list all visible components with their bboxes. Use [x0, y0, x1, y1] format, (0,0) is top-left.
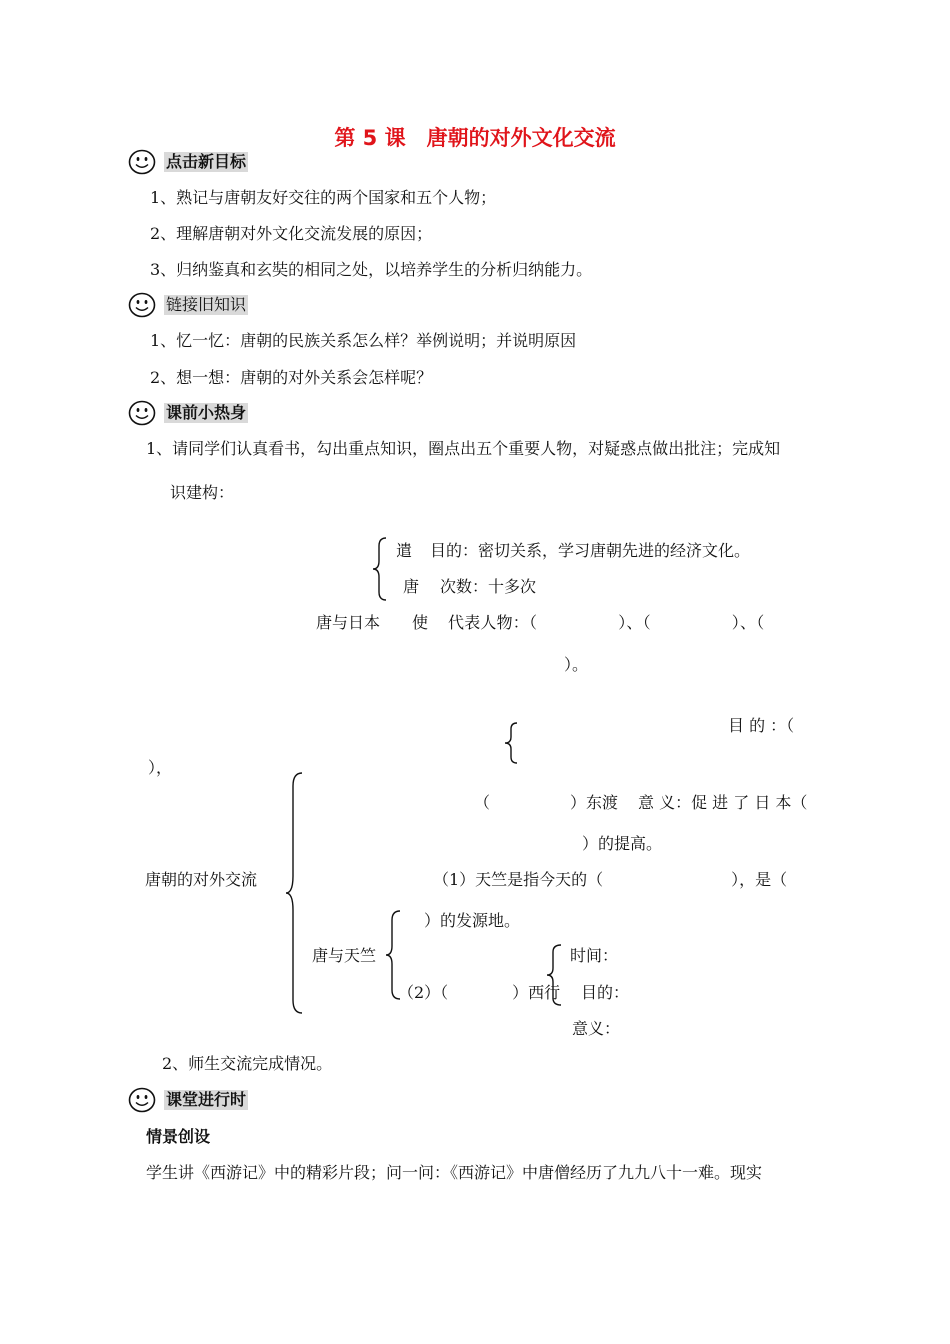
warmup-item-2: 2、师生交流完成情况。: [162, 1054, 333, 1073]
diagram-goal-label: 目的：: [581, 983, 630, 1002]
inclass-subheading: 情景创设: [146, 1127, 211, 1146]
smiley-icon: [128, 292, 156, 318]
goal-item-1: 1、熟记与唐朝友好交往的两个国家和五个人物；: [150, 188, 497, 207]
diagram-xixing-line: （2）（ ）西行: [398, 983, 561, 1002]
inclass-text: 学生讲《西游记》中的精彩片段；问一问：《西游记》中唐僧经历了九九八十一难。现实: [146, 1163, 763, 1182]
brace-qiantang: [372, 537, 388, 601]
review-item-2: 2、想一想：唐朝的对外关系会怎样呢？: [150, 368, 433, 387]
smiley-icon: [128, 149, 156, 175]
section-warmup-heading: [128, 400, 248, 426]
warmup-item-1-line-2: 识建构：: [170, 483, 235, 502]
diagram-tianzhu-line: （1）天竺是指今天的（ ），是（: [433, 870, 788, 889]
section-inclass-heading: [128, 1087, 248, 1113]
diagram-meaning-line: 意 义：促 进 了 日 本（: [638, 793, 808, 812]
smiley-icon: [128, 400, 156, 426]
page-title: 第 5 课 唐朝的对外文化交流: [334, 126, 616, 150]
diagram-root-label: 唐朝的对外交流: [145, 870, 258, 889]
diagram-purpose-line: 目的：密切关系，学习唐朝先进的经济文化。: [430, 541, 751, 560]
diagram-tang-char: 唐: [403, 577, 420, 596]
diagram-significance-label: 意义：: [572, 1019, 621, 1038]
diagram-time-label: 时间：: [570, 946, 619, 965]
diagram-tianzhu-end: ）的发源地。: [424, 911, 521, 930]
brace-jianzhen: [503, 722, 519, 764]
smiley-icon: [128, 1087, 156, 1113]
diagram-rep-end: ）。: [564, 655, 589, 674]
diagram-purpose-wrap: ），: [148, 758, 173, 777]
section-review-heading: [128, 292, 248, 318]
section-goals-label: 点击新目标: [166, 152, 247, 171]
section-goals-heading: [128, 149, 248, 175]
diagram-meaning-end: ）的提高。: [582, 834, 663, 853]
review-item-1: 1、忆一忆：唐朝的民族关系怎么样？举例说明；并说明原因: [150, 331, 577, 350]
section-inclass-label: 课堂进行时: [166, 1090, 247, 1109]
brace-root: [284, 772, 304, 1014]
section-review-label: 链接旧知识: [166, 295, 247, 314]
section-warmup-label: 课前小热身: [166, 403, 247, 422]
diagram-shi-char: 使: [412, 613, 429, 632]
goal-item-2: 2、理解唐朝对外文化交流发展的原因；: [150, 224, 433, 243]
diagram-qian-char: 遣: [396, 541, 413, 560]
diagram-india-label: 唐与天竺: [312, 946, 377, 965]
diagram-purpose-right: 目 的 ：（: [728, 716, 795, 735]
diagram-times-line: 次数：十多次: [440, 577, 537, 596]
diagram-rep-line: 代表人物：（ ）、（ ）、（: [448, 613, 765, 632]
diagram-japan-label: 唐与日本: [316, 613, 381, 632]
warmup-item-1-line-1: 1、请同学们认真看书，勾出重点知识，圈点出五个重要人物，对疑惑点做出批注；完成知: [146, 439, 781, 458]
diagram-dongdu: （ ）东渡: [474, 793, 619, 812]
goal-item-3: 3、归纳鉴真和玄奘的相同之处，以培养学生的分析归纳能力。: [150, 260, 593, 279]
